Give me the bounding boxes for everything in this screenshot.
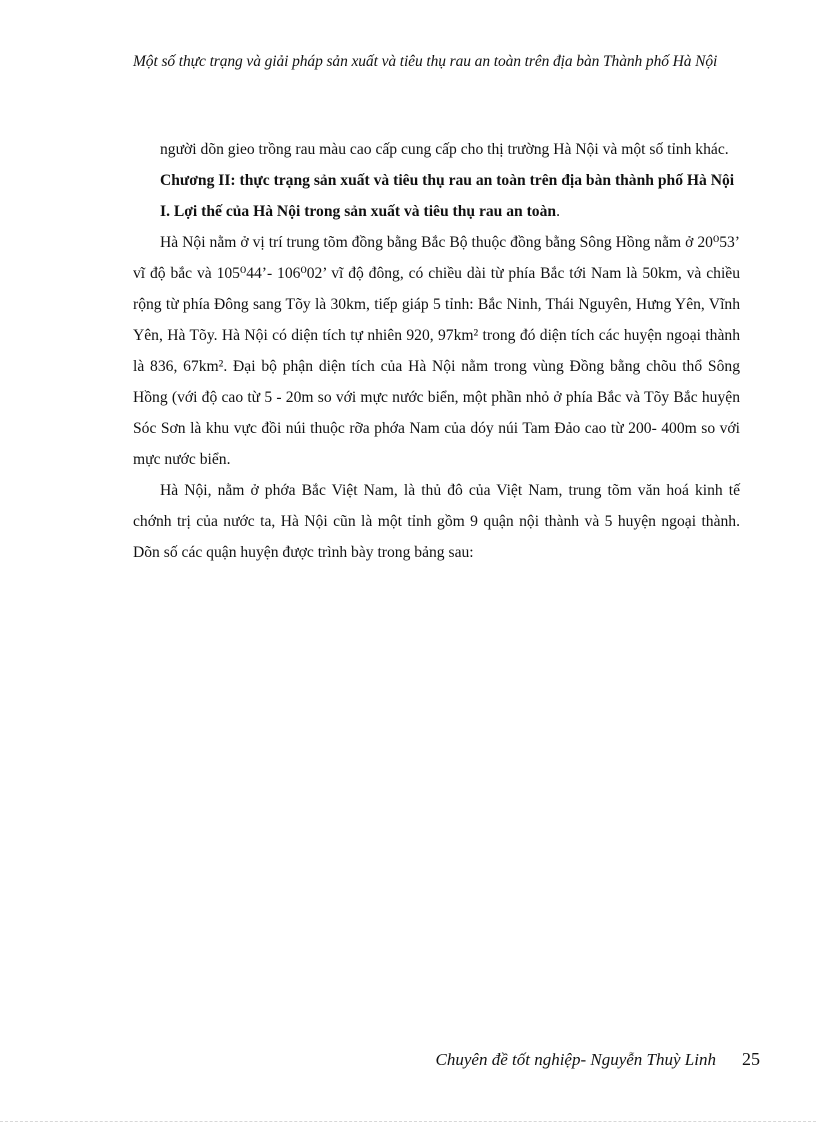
page-number: 25 (742, 1049, 760, 1069)
paragraph-capital: Hà Nội, nằm ở phớa Bắc Việt Nam, là thủ đô của Việt Nam, trung tõm văn hoá kinh tế chớnh trị của nước ta, Hà Nội cũn là một tỉnh gồm 9 quận nội thành và 5 huyện ngoại thành. Dõn số các quận huyện được trình bày trong bảng sau: (133, 482, 740, 561)
document-body (133, 134, 740, 568)
page-footer (430, 1049, 760, 1075)
paragraph-continuation: người dõn gieo trồng rau màu cao cấp cung cấp cho thị trường Hà Nội và một số tỉnh khác. (160, 141, 729, 158)
section-heading-text: I. Lợi thế của Hà Nội trong sản xuất và tiêu thụ rau an toàn (160, 203, 557, 220)
running-header-title: Một số thực trạng và giải pháp sản xuất và tiêu thụ rau an toàn trên địa bàn Thành phố Hà Nội (133, 53, 718, 70)
page-bottom-edge (0, 1121, 816, 1122)
footer-author: Chuyên đề tốt nghiệp- Nguyễn Thuỳ Linh (435, 1050, 716, 1069)
paragraph-location: Hà Nội nằm ở vị trí trung tõm đồng bằng Bắc Bộ thuộc đồng bằng Sông Hồng nằm ở 20⁰53’ vĩ độ bắc và 105⁰44’- 106⁰02’ vĩ độ đông, có chiều dài từ phía Bắc tới Nam là 50km, và chiều rộng từ phía Đông sang Tõy là 30km, tiếp giáp 5 tỉnh: Bắc Ninh, Thái Nguyên, Hưng Yên, Vĩnh Yên, Hà Tõy. Hà Nội có diện tích tự nhiên 920, 97km² trong đó diện tích các huyện ngoại thành là 836, 67km². Đại bộ phận diện tích của Hà Nội nằm trong vùng Đồng bằng chõu thổ Sông Hồng (với độ cao từ 5 - 20m so với mực nước biển, một phần nhỏ ở phía Bắc và Tõy Bắc huyện Sóc Sơn là khu vực đồi núi thuộc rỡa phớa Nam của dóy núi Tam Đảo cao từ 200- 400m so với mực nước biển. (133, 234, 740, 468)
running-header (133, 51, 753, 73)
section-heading (133, 196, 740, 227)
section-heading-period: . (556, 203, 560, 220)
chapter-heading: Chương II: thực trạng sản xuất và tiêu thụ rau an toàn trên địa bàn thành phố Hà Nội (160, 172, 735, 189)
